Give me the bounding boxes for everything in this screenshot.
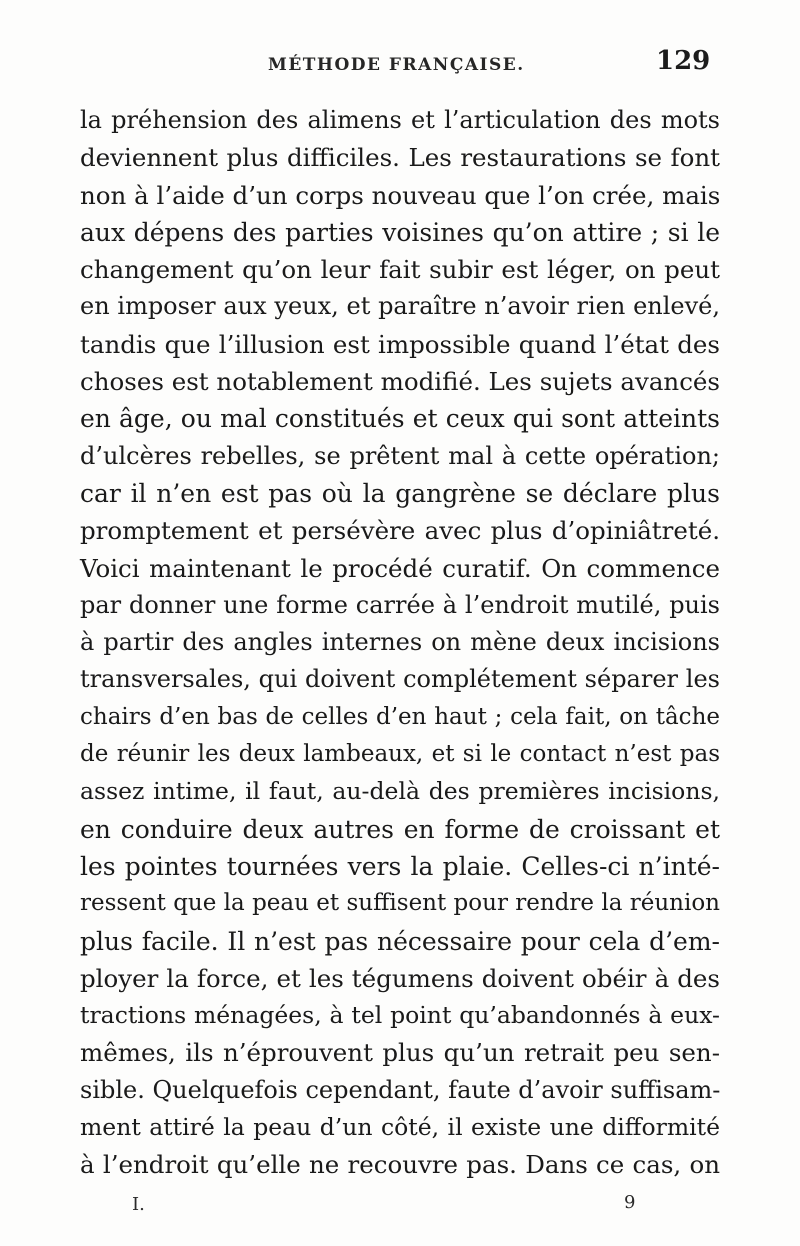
text-line: sible. Quelquefois cependant, faute d’avoir suffisam- <box>80 1075 721 1104</box>
text-line: en conduire deux autres en forme de croissant et <box>80 814 720 844</box>
text-line: les pointes tournées vers la plaie. Celles-ci n’inté- <box>80 851 720 881</box>
running-head: MÉTHODE FRANÇAISE. <box>268 55 525 75</box>
page-number: 129 <box>656 46 711 76</box>
text-line: en imposer aux yeux, et paraître n’avoir rien enlevé, <box>80 292 720 321</box>
text-line: choses est notablement modifié. Les sujets avancés <box>80 367 720 397</box>
text-line: transversales, qui doivent complétement séparer les <box>80 665 720 694</box>
text-line: ressent que la peau et suffisent pour rendre la réunion <box>80 890 720 917</box>
text-line: chairs d’en bas de celles d’en haut ; cela fait, on tâche <box>80 703 720 730</box>
text-line: plus facile. Il n’est pas nécessaire pour cela d’em- <box>80 926 720 956</box>
text-line: mêmes, ils n’éprouvent plus qu’un retrait peu sen- <box>80 1038 720 1068</box>
text-line: ployer la force, et les tégumens doivent obéir à des <box>80 963 720 993</box>
text-line: tractions ménagées, à tel point qu’abandonnés à eux- <box>80 1001 720 1030</box>
text-line: Voici maintenant le procédé curatif. On commence <box>80 553 720 583</box>
signature-mark: I. <box>132 1194 145 1215</box>
body-text <box>80 102 720 1184</box>
text-line: assez intime, il faut, au-delà des premières incisions, <box>80 777 720 806</box>
signature-number: 9 <box>624 1192 636 1213</box>
text-line: d’ulcères rebelles, se prêtent mal à cette opération; <box>80 441 720 470</box>
text-line: à l’endroit qu’elle ne recouvre pas. Dans ce cas, on <box>80 1150 720 1180</box>
text-line: deviennent plus difficiles. Les restaurations se font <box>80 143 720 173</box>
text-line: tandis que l’illusion est impossible quand l’état des <box>80 329 720 359</box>
text-line: non à l’aide d’un corps nouveau que l’on crée, mais <box>80 180 721 210</box>
text-line: en âge, ou mal constitués et ceux qui sont atteints <box>80 404 720 434</box>
text-line: par donner une forme carrée à l’endroit mutilé, puis <box>80 590 720 619</box>
text-line: de réunir les deux lambeaux, et si le contact n’est pas <box>80 741 720 768</box>
text-line: car il n’en est pas où la gangrène se déclare plus <box>80 478 720 508</box>
text-line: la préhension des alimens et l’articulation des mots <box>80 106 720 134</box>
text-line: ment attiré la peau d’un côté, il existe une difformité <box>80 1113 720 1142</box>
text-line: changement qu’on leur fait subir est léger, on peut <box>80 255 720 285</box>
text-line: promptement et persévère avec plus d’opiniâtreté. <box>80 516 720 546</box>
text-line: à partir des angles internes on mène deux incisions <box>80 628 720 657</box>
text-line: aux dépens des parties voisines qu’on attire ; si le <box>80 217 720 247</box>
